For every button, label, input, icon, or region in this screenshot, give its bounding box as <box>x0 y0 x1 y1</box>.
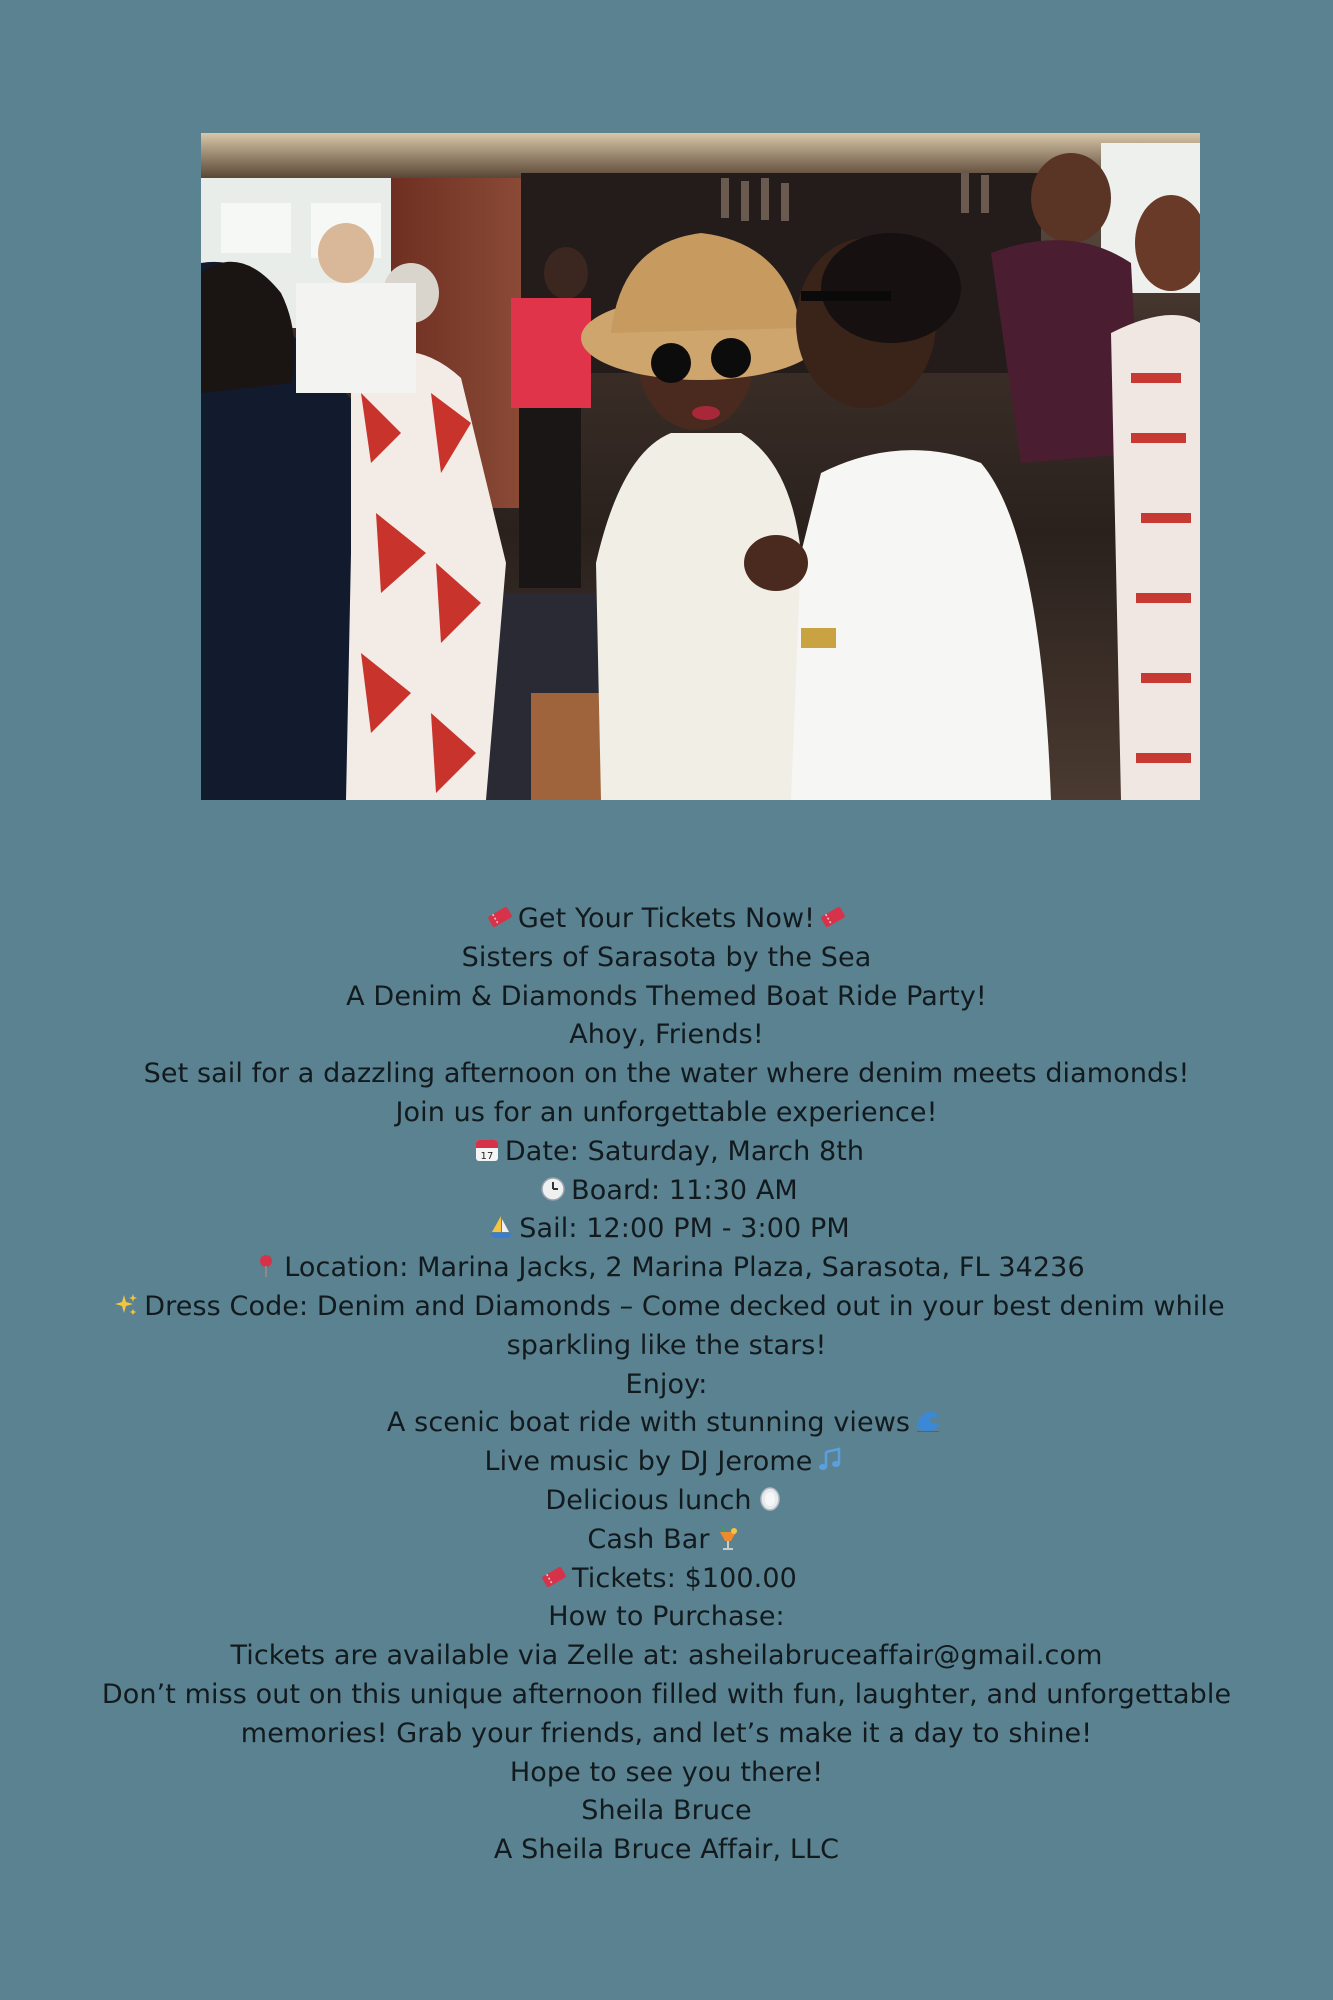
company-name: A Sheila Bruce Affair, LLC <box>493 1834 840 1866</box>
tickets-now-line <box>60 900 1273 939</box>
music-line <box>60 1443 1273 1482</box>
dress-code-text: Dress Code: Denim and Diamonds – Come decked out in your best denim while sparkling like the stars! <box>144 1290 1225 1361</box>
ticket-icon <box>540 1563 568 1591</box>
sailboat-icon <box>487 1213 515 1241</box>
join-text: Join us for an unforgettable experience! <box>395 1096 938 1128</box>
dont-miss-text: Don’t miss out on this unique afternoon filled with fun, laughter, and unforgettable memories! Grab your friends, and let’s make it a day to shine! <box>101 1678 1232 1749</box>
event-details <box>60 900 1273 1870</box>
location-line <box>60 1249 1273 1288</box>
date-text: Date: Saturday, March 8th <box>504 1135 865 1167</box>
dress-code-line <box>60 1288 1273 1366</box>
ticket-icon <box>486 903 514 931</box>
greeting: Ahoy, Friends! <box>569 1019 764 1051</box>
calendar-icon <box>473 1136 501 1164</box>
lunch-text: Delicious lunch <box>545 1484 752 1516</box>
zelle-text: Tickets are available via Zelle at: asheilabruceaffair@gmail.com <box>230 1640 1103 1672</box>
tickets-price-text: Tickets: $100.00 <box>572 1562 797 1594</box>
clock-icon <box>539 1175 567 1203</box>
tropical-drink-icon <box>714 1524 742 1552</box>
event-name: Sisters of Sarasota by the Sea <box>461 941 872 973</box>
host-name: Sheila Bruce <box>581 1795 752 1827</box>
sail-text: Sail: 12:00 PM - 3:00 PM <box>519 1213 850 1245</box>
lunch-line <box>60 1482 1273 1521</box>
scenic-text: A scenic boat ride with stunning views <box>386 1407 911 1439</box>
how-to-heading: How to Purchase: <box>548 1601 785 1633</box>
svg-text:17: 17 <box>480 1150 494 1162</box>
bar-line <box>60 1521 1273 1560</box>
wave-icon <box>914 1407 942 1435</box>
pin-icon <box>252 1252 280 1280</box>
event-photo <box>201 133 1200 800</box>
enjoy-heading: Enjoy: <box>625 1368 708 1400</box>
plate-icon <box>756 1485 784 1513</box>
date-line <box>60 1133 1273 1172</box>
music-text: Live music by DJ Jerome <box>484 1446 813 1478</box>
ticket-icon <box>819 903 847 931</box>
photo-illustration <box>201 133 1200 800</box>
scenic-line <box>60 1404 1273 1443</box>
board-text: Board: 11:30 AM <box>571 1174 798 1206</box>
tickets-price-line <box>60 1560 1273 1599</box>
music-notes-icon <box>816 1446 844 1474</box>
board-line <box>60 1172 1273 1211</box>
tickets-now-text: Get Your Tickets Now! <box>517 903 816 934</box>
hope-text: Hope to see you there! <box>509 1756 824 1788</box>
event-theme: A Denim & Diamonds Themed Boat Ride Party! <box>346 980 987 1012</box>
location-text: Location: Marina Jacks, 2 Marina Plaza, Sarasota, FL 34236 <box>284 1252 1085 1284</box>
sail-line <box>60 1210 1273 1249</box>
intro-text: Set sail for a dazzling afternoon on the water where denim meets diamonds! <box>143 1058 1190 1090</box>
sparkles-icon <box>112 1291 140 1319</box>
bar-text: Cash Bar <box>587 1523 710 1555</box>
